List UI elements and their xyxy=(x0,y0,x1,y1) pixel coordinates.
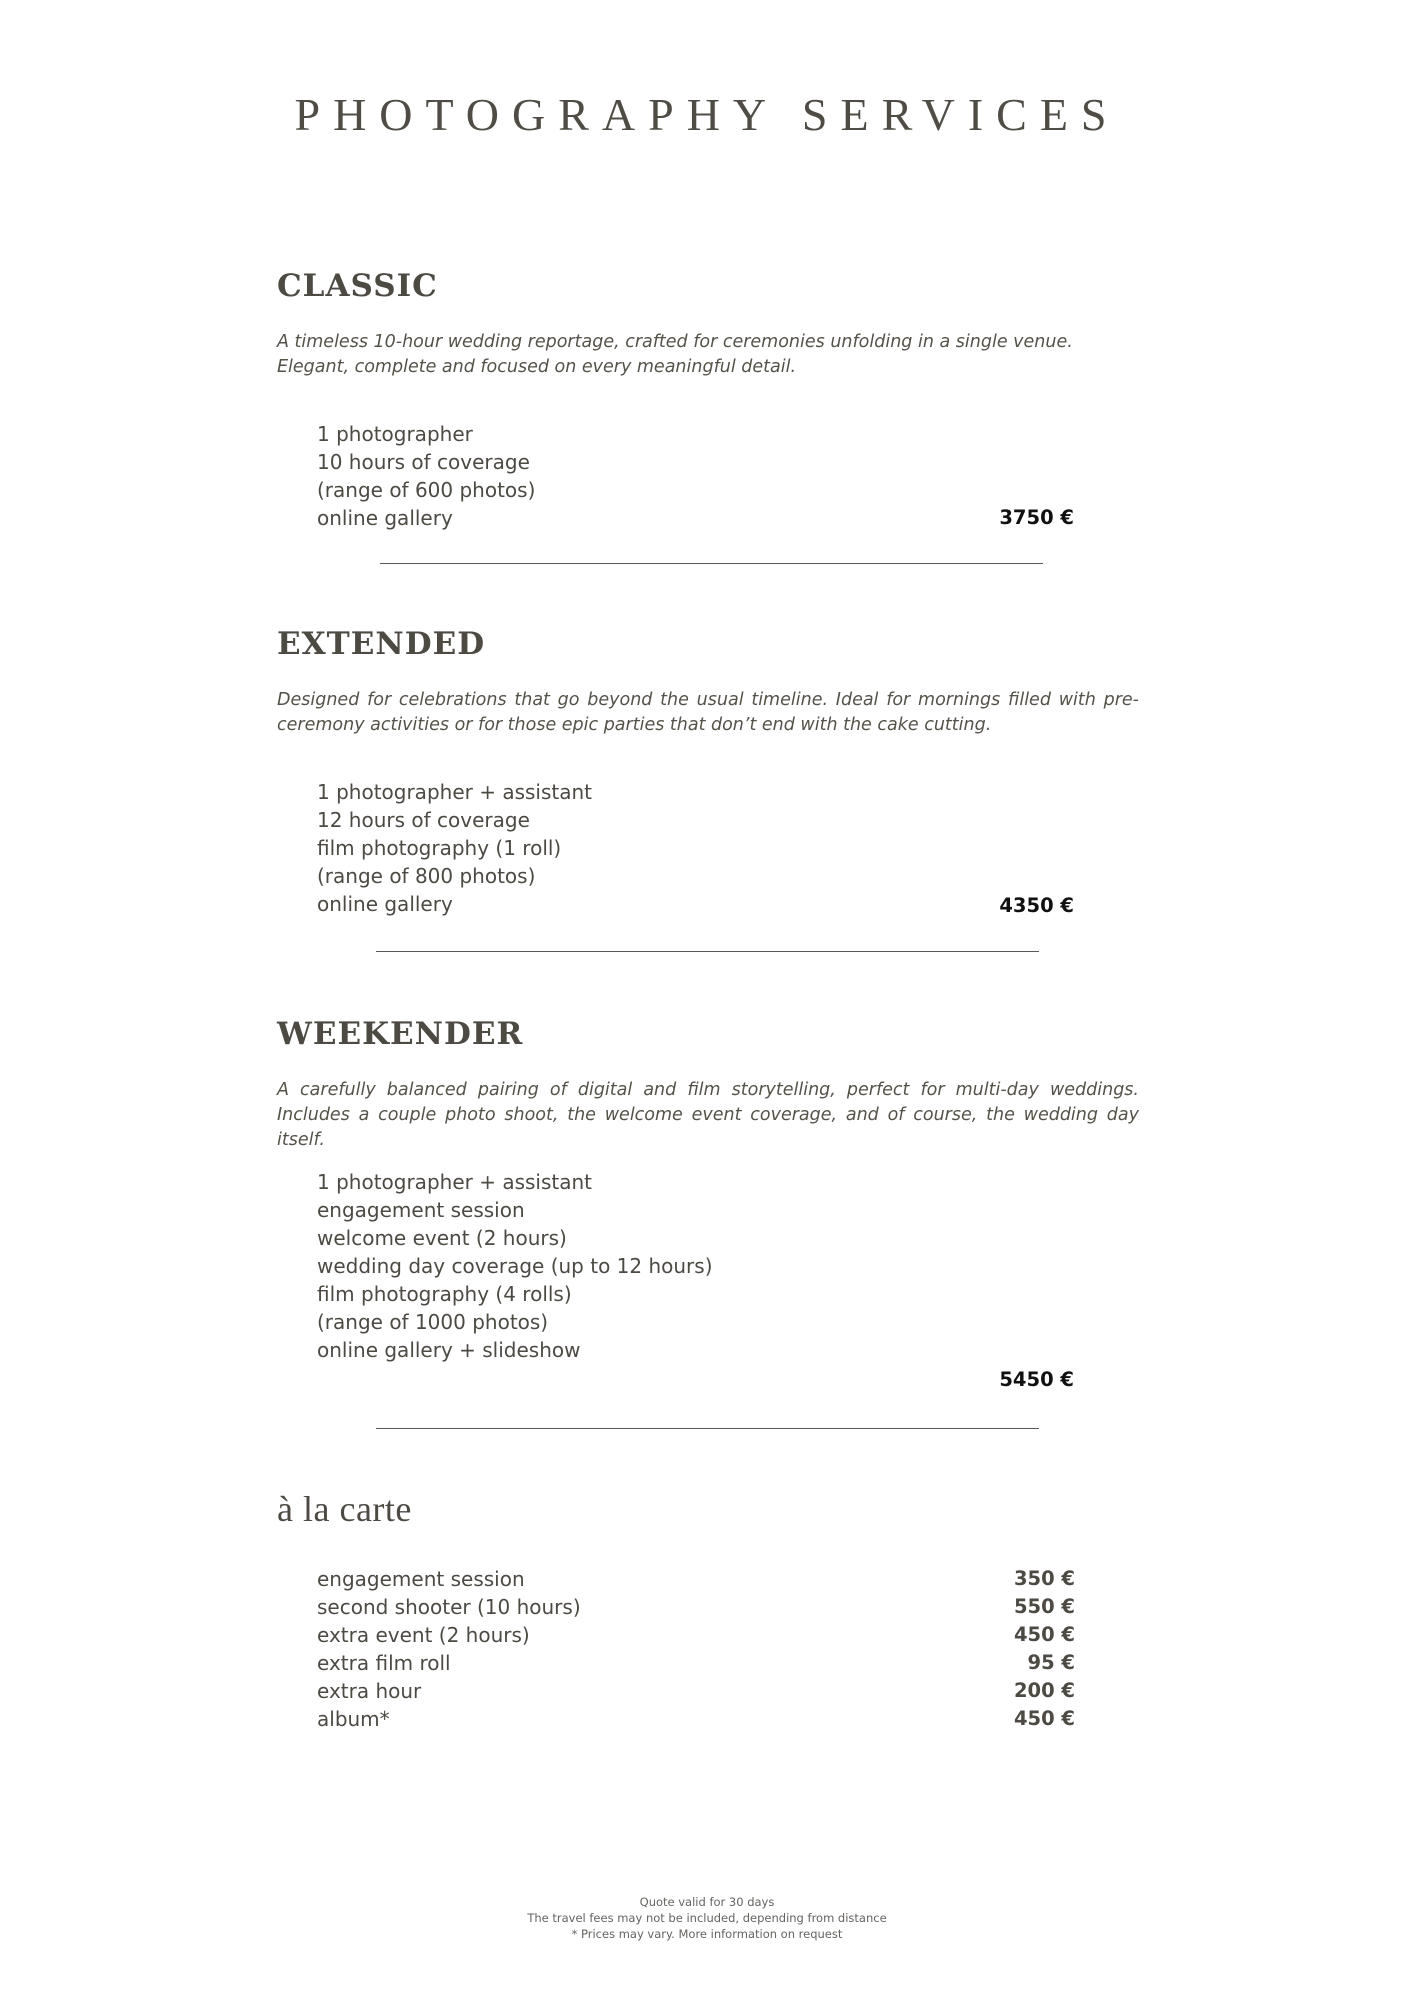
package-description xyxy=(277,1078,1139,1153)
feature-item: film photography (4 rolls) xyxy=(317,1282,572,1306)
feature-item: online gallery + slideshow xyxy=(317,1338,581,1362)
item-price: 95 € xyxy=(1027,1651,1075,1674)
package-price: 5450 € xyxy=(999,1368,1074,1391)
package-description xyxy=(277,330,1139,380)
description-line: ceremony activities or for those epic parties that don’t end with the cake cutting. xyxy=(277,715,992,735)
footer-notes xyxy=(0,1894,1414,1942)
package-price: 3750 € xyxy=(999,506,1074,529)
feature-item: 1 photographer + assistant xyxy=(317,1170,592,1194)
description-line: A timeless 10-hour wedding reportage, crafted for ceremonies unfolding in a single venue. xyxy=(277,332,1073,352)
package-title: WEEKENDER xyxy=(277,1016,524,1052)
footer-line: Quote valid for 30 days xyxy=(639,1895,775,1909)
list-item xyxy=(317,1621,1075,1649)
feature-list xyxy=(317,1168,713,1364)
footer-line: The travel fees may not be included, depending from distance xyxy=(527,1911,887,1925)
a-la-carte-list xyxy=(317,1565,1075,1733)
item-label: engagement session xyxy=(317,1567,525,1591)
feature-list xyxy=(317,420,535,532)
item-price: 450 € xyxy=(1013,1707,1075,1730)
feature-item: wedding day coverage (up to 12 hours) xyxy=(317,1254,713,1278)
description-line: Designed for celebrations that go beyond the usual timeline. Ideal for mornings filled with pre- xyxy=(277,690,1139,710)
list-item xyxy=(317,1677,1075,1705)
feature-list xyxy=(317,778,592,918)
description-line: Includes a couple photo shoot, the welcome event coverage, and of course, the wedding day itself. xyxy=(277,1105,1139,1150)
item-label: album* xyxy=(317,1707,390,1731)
feature-item: online gallery xyxy=(317,892,453,916)
list-item xyxy=(317,1593,1075,1621)
footer-line: * Prices may vary. More information on request xyxy=(571,1927,843,1941)
list-item xyxy=(317,1705,1075,1733)
feature-item: film photography (1 roll) xyxy=(317,836,562,860)
divider xyxy=(376,951,1039,952)
feature-item: (range of 600 photos) xyxy=(317,478,536,502)
feature-item: 12 hours of coverage xyxy=(317,808,530,832)
description-line: A carefully balanced pairing of digital and film storytelling, perfect for multi-day weddings. xyxy=(277,1080,1139,1100)
list-item xyxy=(317,1565,1075,1593)
item-price: 350 € xyxy=(1013,1567,1075,1590)
item-price: 200 € xyxy=(1013,1679,1075,1702)
package-title: CLASSIC xyxy=(277,268,438,304)
divider xyxy=(376,1428,1039,1429)
feature-item: 1 photographer xyxy=(317,422,473,446)
item-label: extra hour xyxy=(317,1679,422,1703)
package-classic xyxy=(277,266,1139,576)
feature-item: engagement session xyxy=(317,1198,525,1222)
feature-item: (range of 1000 photos) xyxy=(317,1310,549,1334)
package-extended xyxy=(277,624,1139,964)
item-label: extra event (2 hours) xyxy=(317,1623,530,1647)
item-label: second shooter (10 hours) xyxy=(317,1595,581,1619)
list-item xyxy=(317,1649,1075,1677)
item-price: 550 € xyxy=(1013,1595,1075,1618)
package-weekender xyxy=(277,1014,1139,1414)
package-price: 4350 € xyxy=(999,894,1074,917)
feature-item: online gallery xyxy=(317,506,453,530)
feature-item: 1 photographer + assistant xyxy=(317,780,592,804)
feature-item: welcome event (2 hours) xyxy=(317,1226,567,1250)
item-label: extra film roll xyxy=(317,1651,451,1675)
a-la-carte-title: à la carte xyxy=(277,1489,412,1529)
feature-item: (range of 800 photos) xyxy=(317,864,536,888)
item-price: 450 € xyxy=(1013,1623,1075,1646)
feature-item: 10 hours of coverage xyxy=(317,450,530,474)
page-title: PHOTOGRAPHY SERVICES xyxy=(294,89,1120,140)
divider xyxy=(380,563,1043,564)
description-line: Elegant, complete and focused on every meaningful detail. xyxy=(277,357,797,377)
package-description xyxy=(277,688,1139,738)
package-title: EXTENDED xyxy=(277,626,486,662)
